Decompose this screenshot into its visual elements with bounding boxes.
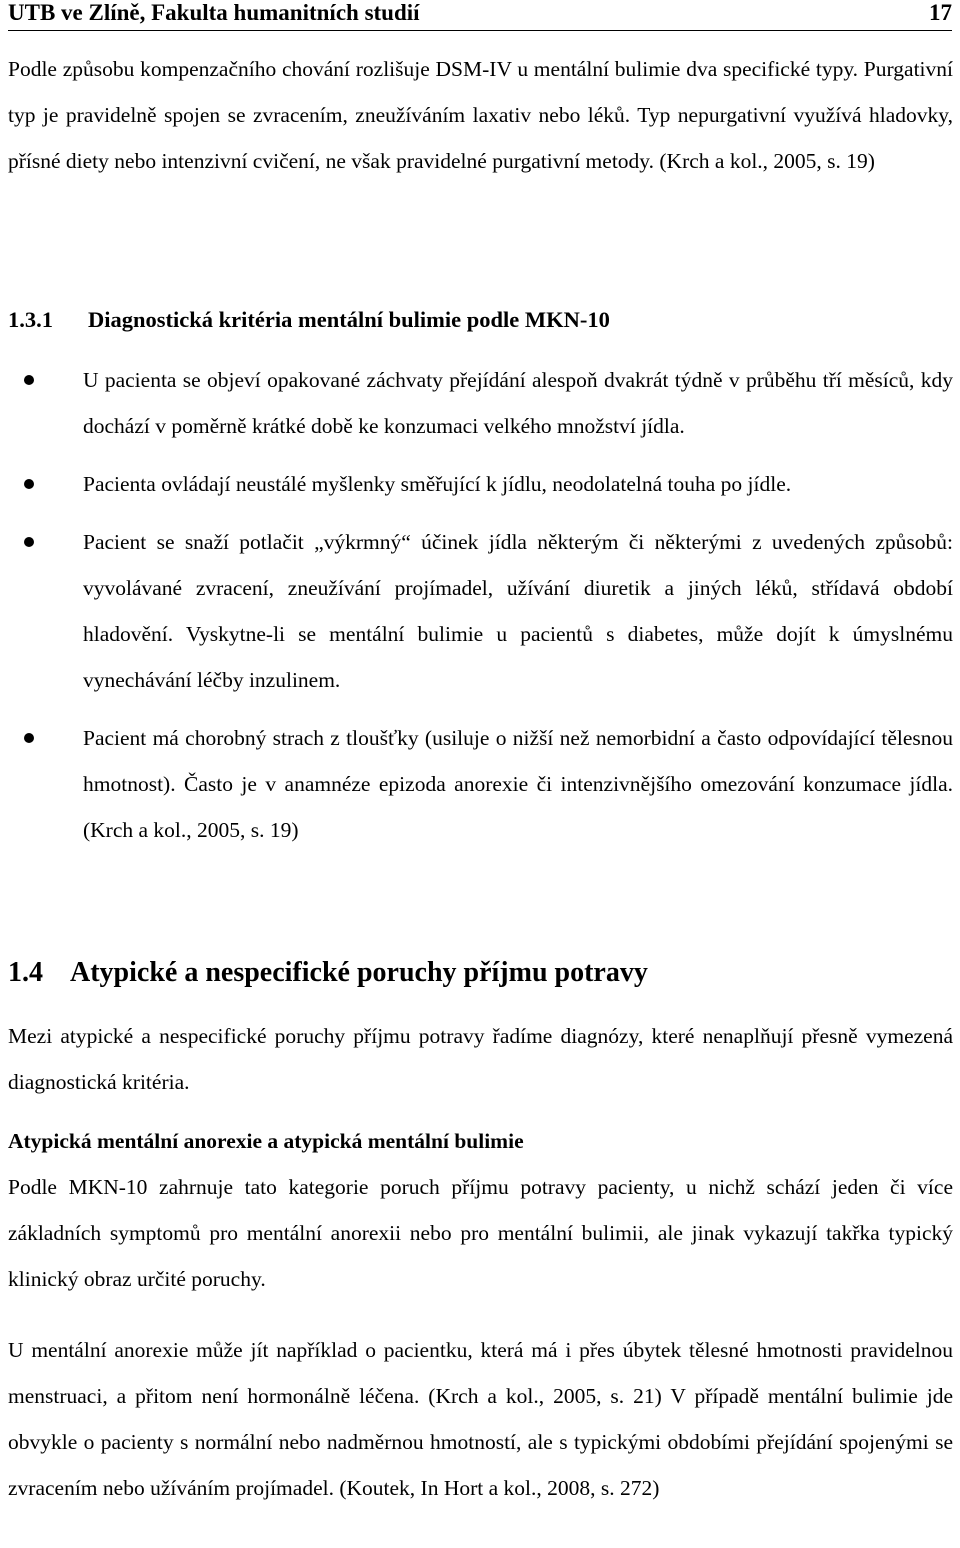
bullet-icon [24, 479, 34, 489]
list-item-text: Pacient se snaží potlačit „výkrmný“ účinek jídla některým či některými z uvedených způsobů: vyvolávané zvracení, zneužívání projímadel, užívání diuretik a jiných léků, střídavá období hladovění. Vyskytne-li se mentální bulimie u pacientů s diabetes, může dojít k úmyslnému vynechávání léčby inzulinem. [83, 530, 953, 692]
paragraph-mkn: Podle MKN-10 zahrnuje tato kategorie poruch příjmu potravy pacienty, u nichž schází jeden či více základních symptomů pro mentální anorexii nebo pro mentální bulimii, ale jinak vykazují takřka typický klinický obraz určité poruchy. [8, 1175, 953, 1291]
list-item-text: Pacienta ovládají neustálé myšlenky směřující k jídlu, neodolatelná touha po jídle. [83, 472, 792, 496]
paragraph-atypical: Mezi atypické a nespecifické poruchy příjmu potravy řadíme diagnózy, které nenaplňují přesně vymezená diagnostická kritéria. [8, 1024, 953, 1094]
bullet-icon [24, 537, 34, 547]
subheading: Atypická mentální anorexie a atypická mentální bulimie [8, 1129, 524, 1153]
section-heading-1-3-1 [8, 306, 610, 334]
section-heading-1-4 [8, 956, 648, 990]
list-item-text: U pacienta se objeví opakované záchvaty přejídání alespoň dvakrát týdně v průběhu tří měsíců, kdy dochází v poměrně krátké době ke konzumaci velkého množství jídla. [83, 368, 953, 438]
list-item [0, 461, 953, 507]
section-number: 1.3.1 [8, 307, 53, 332]
paragraph-anorexia-bulimia: U mentální anorexie může jít například o pacientku, která má i přes úbytek tělesné hmotnosti pravidelnou menstruaci, a přitom není hormonálně léčena. (Krch a kol., 2005, s. 21) V případě mentální bulimie jde obvykle o pacienty s normální nebo nadměrnou hmotností, ale s typickými obdobími přejídání spojenými se zvracením nebo užíváním projímadel. (Koutek, In Hort a kol., 2008, s. 272) [8, 1338, 953, 1500]
list-item [0, 519, 953, 703]
bullet-icon [24, 733, 34, 743]
page-number: 17 [929, 0, 952, 25]
intro-paragraph: Podle způsobu kompenzačního chování rozlišuje DSM-IV u mentální bulimie dva specifické typy. Purgativní typ je pravidelně spojen se zvracením, zneužíváním laxativ nebo léků. Typ nepurgativní využívá hladovky, přísné diety nebo intenzivní cvičení, ne však pravidelné purgativní metody. (Krch a kol., 2005, s. 19) [8, 57, 953, 173]
section-title: Diagnostická kritéria mentální bulimie podle MKN-10 [88, 307, 610, 332]
header-title: UTB ve Zlíně, Fakulta humanitních studií [8, 0, 420, 25]
criteria-list [0, 357, 960, 865]
list-item [0, 715, 953, 853]
page-header [8, 0, 952, 31]
section-number: 1.4 [8, 957, 43, 988]
section-title: Atypické a nespecifické poruchy příjmu potravy [70, 957, 648, 988]
bullet-icon [24, 375, 34, 385]
list-item-text: Pacient má chorobný strach z tloušťky (usiluje o nižší než nemorbidní a často odpovídající tělesnou hmotnost). Často je v anamnéze epizoda anorexie či intenzivnějšího omezování konzumace jídla. (Krch a kol., 2005, s. 19) [83, 726, 953, 842]
list-item [0, 357, 953, 449]
